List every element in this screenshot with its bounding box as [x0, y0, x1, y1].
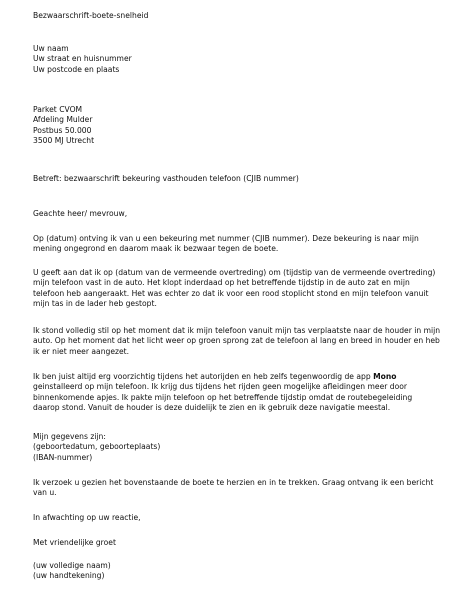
sender-postcode-city: Uw postcode en plaats	[33, 64, 120, 74]
signature-full-name: (uw volledige naam)	[33, 561, 111, 570]
details-birth: (geboortedatum, geboorteplaats)	[33, 442, 161, 452]
paragraph-1: Op (datum) ontving ik van u een bekeuring met nummer (CJIB nummer). Deze bekeuring is naar mijn mening ongegrond en daarom maak ik bezwaar tegen de boete.	[33, 234, 419, 254]
paragraph-4-start: Ik ben juist altijd erg voorzichtig tijdens het autorijden en heb zelfs tegenwoordig de app	[33, 372, 374, 381]
signature-placeholder: (uw handtekening)	[33, 571, 105, 581]
recipient-po-box: Postbus 50.000	[33, 125, 92, 135]
document-title: Bezwaarschrift-boete-snelheid	[33, 11, 149, 20]
recipient-org: Parket CVOM	[33, 105, 83, 114]
recipient-address	[33, 105, 441, 146]
paragraph-3: Ik stond volledig stil op het moment dat ik mijn telefoon vanuit mijn tas verplaatste naar de houder in mijn auto. Op het moment dat het licht weer op groen sprong zat de telefoon al lang en breed in houder en heb ik er niet meer aangezet.	[33, 326, 441, 356]
signature-block	[33, 561, 441, 582]
recipient-department: Afdeling Mulder	[33, 115, 93, 125]
paragraph-2: U geeft aan dat ik op (datum van de vermeende overtreding) om (tijdstip van de vermeende overtreding) mijn telefoon vast in de auto. Het klopt inderdaad op het betreffende tijdstip in de auto zat en mijn telefoon heb aangeraakt. Het was echter zo dat ik voor een rood stoplicht stond en mijn telefoon vanuit mijn tas in de lader heb gestopt.	[33, 268, 436, 308]
sender-address	[33, 44, 441, 75]
personal-details	[33, 432, 441, 463]
request-paragraph: Ik verzoek u gezien het bovenstaande de boete te herzien en in te trekken. Graag ontvang ik een bericht van u.	[33, 478, 434, 498]
details-heading: Mijn gegevens zijn:	[33, 432, 106, 441]
sender-street: Uw straat en huisnummer	[33, 54, 132, 64]
salutation: Geachte heer/ mevrouw,	[33, 209, 128, 218]
closing-line: Met vriendelijke groet	[33, 538, 116, 547]
details-iban: (IBAN-nummer)	[33, 452, 93, 462]
sender-name: Uw naam	[33, 44, 69, 53]
subject-line: Betreft: bezwaarschrift bekeuring vasthouden telefoon (CJIB nummer)	[33, 174, 299, 183]
paragraph-4-end: geinstalleerd op mijn telefoon. Ik krijg dus tijdens het rijden geen mogelijke afleidingen meer door binnenkomende apjes. Ik pakte mijn telefoon op het betreffende tijdstip omdat de routebegeleiding daarop stond. Vanuit de houder is deze duidelijk te zien en ik gebruik deze navigatie meestal.	[33, 382, 413, 412]
app-name-mono: Mono	[373, 372, 397, 381]
paragraph-4	[33, 372, 441, 413]
awaiting-line: In afwachting op uw reactie,	[33, 513, 141, 522]
recipient-postcode-city: 3500 MJ Utrecht	[33, 135, 95, 145]
